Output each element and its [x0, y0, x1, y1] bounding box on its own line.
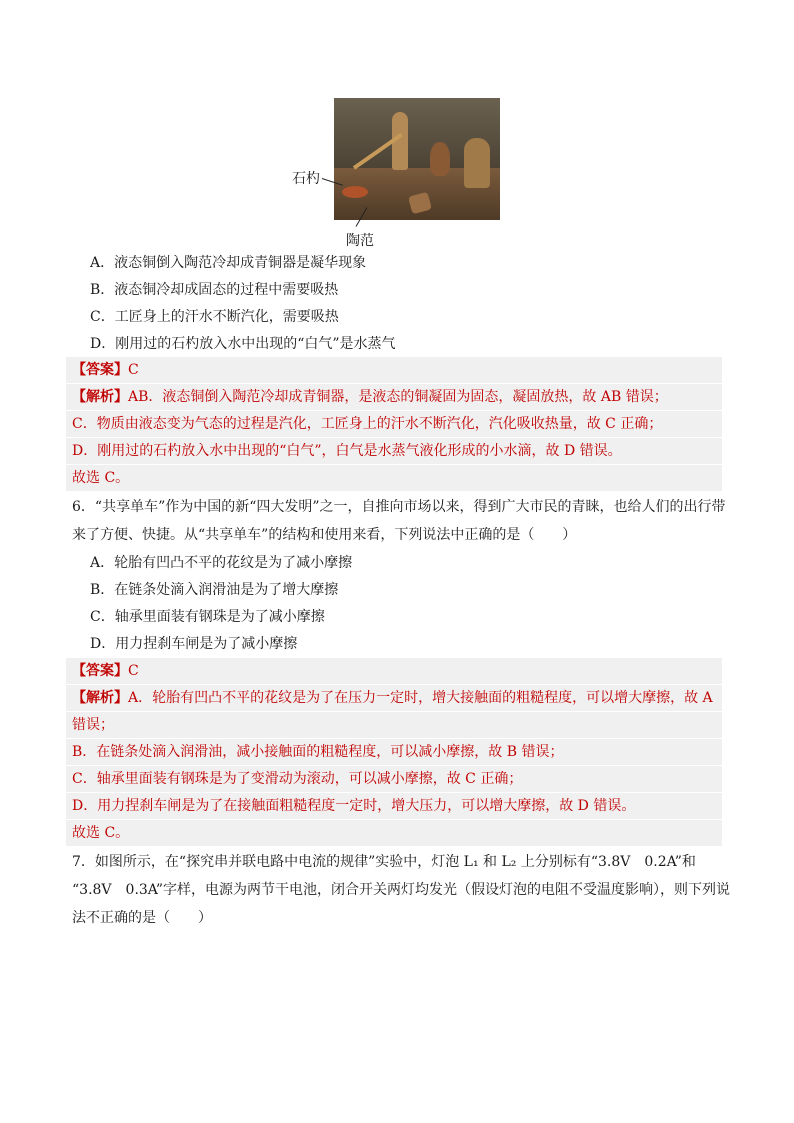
- q5-conclusion-bg: [66, 465, 722, 491]
- q6-stem-line-1: 6．“共享单车”作为中国的新“四大发明”之一，自推向市场以来，得到广大市民的青睐，也给人们的出行带: [72, 499, 726, 515]
- q6-answer-tag: 【答案】: [72, 663, 128, 679]
- q5-conclusion: 故选 C。: [72, 470, 130, 486]
- q5-option-b: B．液态铜冷却成固态的过程中需要吸热: [90, 282, 339, 298]
- label-ladle: 石杓: [292, 171, 320, 187]
- q6-option-b: B．在链条处滴入润滑油是为了增大摩擦: [90, 582, 339, 598]
- q6-analysis-line-5: D．用力捏刹车闸是为了在接触面粗糙程度一定时，增大压力，可以增大摩擦，故 D 错误。: [72, 798, 636, 814]
- q6-analysis-tag: 【解析】: [72, 690, 128, 706]
- q6-analysis-line-2: 错误；: [72, 717, 114, 733]
- q5-analysis-line-2: C．物质由液态变为气态的过程是汽化，工匠身上的汗水不断汽化，汽化吸收热量，故 C 正确；: [72, 416, 663, 432]
- bronze-casting-photo: [334, 98, 500, 220]
- q6-answer-value: C: [128, 663, 139, 679]
- q5-option-a: A．液态铜倒入陶范冷却成青铜器是凝华现象: [90, 255, 367, 271]
- q6-analysis-bg-2: [66, 712, 722, 738]
- q6-option-d: D．用力捏刹车闸是为了减小摩擦: [90, 636, 298, 652]
- q7-stem-line-2: “3.8V 0.3A”字样，电源为两节干电池，闭合开关两灯均发光（假设灯泡的电阻不受温度影响），则下列说: [72, 882, 731, 898]
- q5-answer-tag: 【答案】: [72, 362, 128, 378]
- q5-option-d: D．刚用过的石杓放入水中出现的“白气”是水蒸气: [90, 336, 396, 352]
- q5-analysis-line-3: D．刚用过的石杓放入水中出现的“白气”，白气是水蒸气液化形成的小水滴，故 D 错误。: [72, 443, 622, 459]
- q6-analysis-line-1: 【解析】A．轮胎有凹凸不平的花纹是为了在压力一定时，增大接触面的粗糙程度，可以增大摩擦，故 A: [72, 690, 713, 706]
- q5-answer-bg: [66, 357, 722, 383]
- q6-answer-bg: [66, 658, 722, 684]
- q5-option-c: C．工匠身上的汗水不断汽化，需要吸热: [90, 309, 339, 325]
- q6-stem-line-2: 来了方便、快捷。从“共享单车”的结构和使用来看，下列说法中正确的是（ ）: [72, 527, 577, 543]
- q5-answer: [72, 360, 139, 380]
- q5-answer-value: C: [128, 362, 139, 378]
- q6-answer: [72, 661, 139, 681]
- q6-option-a: A．轮胎有凹凸不平的花纹是为了减小摩擦: [90, 555, 353, 571]
- q6-conclusion: 故选 C。: [72, 825, 130, 841]
- photo-ladle-head: [342, 186, 368, 198]
- q6-option-c: C．轴承里面装有钢珠是为了减小摩擦: [90, 609, 325, 625]
- label-pot: 陶范: [346, 233, 374, 249]
- photo-worker-sitting: [464, 138, 490, 188]
- bronze-casting-figure: [290, 96, 502, 249]
- q6-conclusion-bg: [66, 820, 722, 846]
- q5-analysis-line-1: 【解析】AB．液态铜倒入陶范冷却成青铜器，是液态的铜凝固为固态，凝固放热，故 AB 错误；: [72, 389, 668, 405]
- photo-jar: [430, 142, 450, 176]
- q7-stem-line-1: 7．如图所示，在“探究串并联电路中电流的规律”实验中，灯泡 L₁ 和 L₂ 上分别标有“3.8V 0.2A”和: [72, 854, 696, 870]
- q6-analysis-line-4: C．轴承里面装有钢珠是为了变滑动为滚动，可以减小摩擦，故 C 正确；: [72, 771, 523, 787]
- q5-analysis-tag: 【解析】: [72, 389, 128, 405]
- q6-analysis-line-3: B．在链条处滴入润滑油，减小接触面的粗糙程度，可以减小摩擦，故 B 错误；: [72, 744, 564, 760]
- q7-stem-line-3: 法不正确的是（ ）: [72, 910, 212, 926]
